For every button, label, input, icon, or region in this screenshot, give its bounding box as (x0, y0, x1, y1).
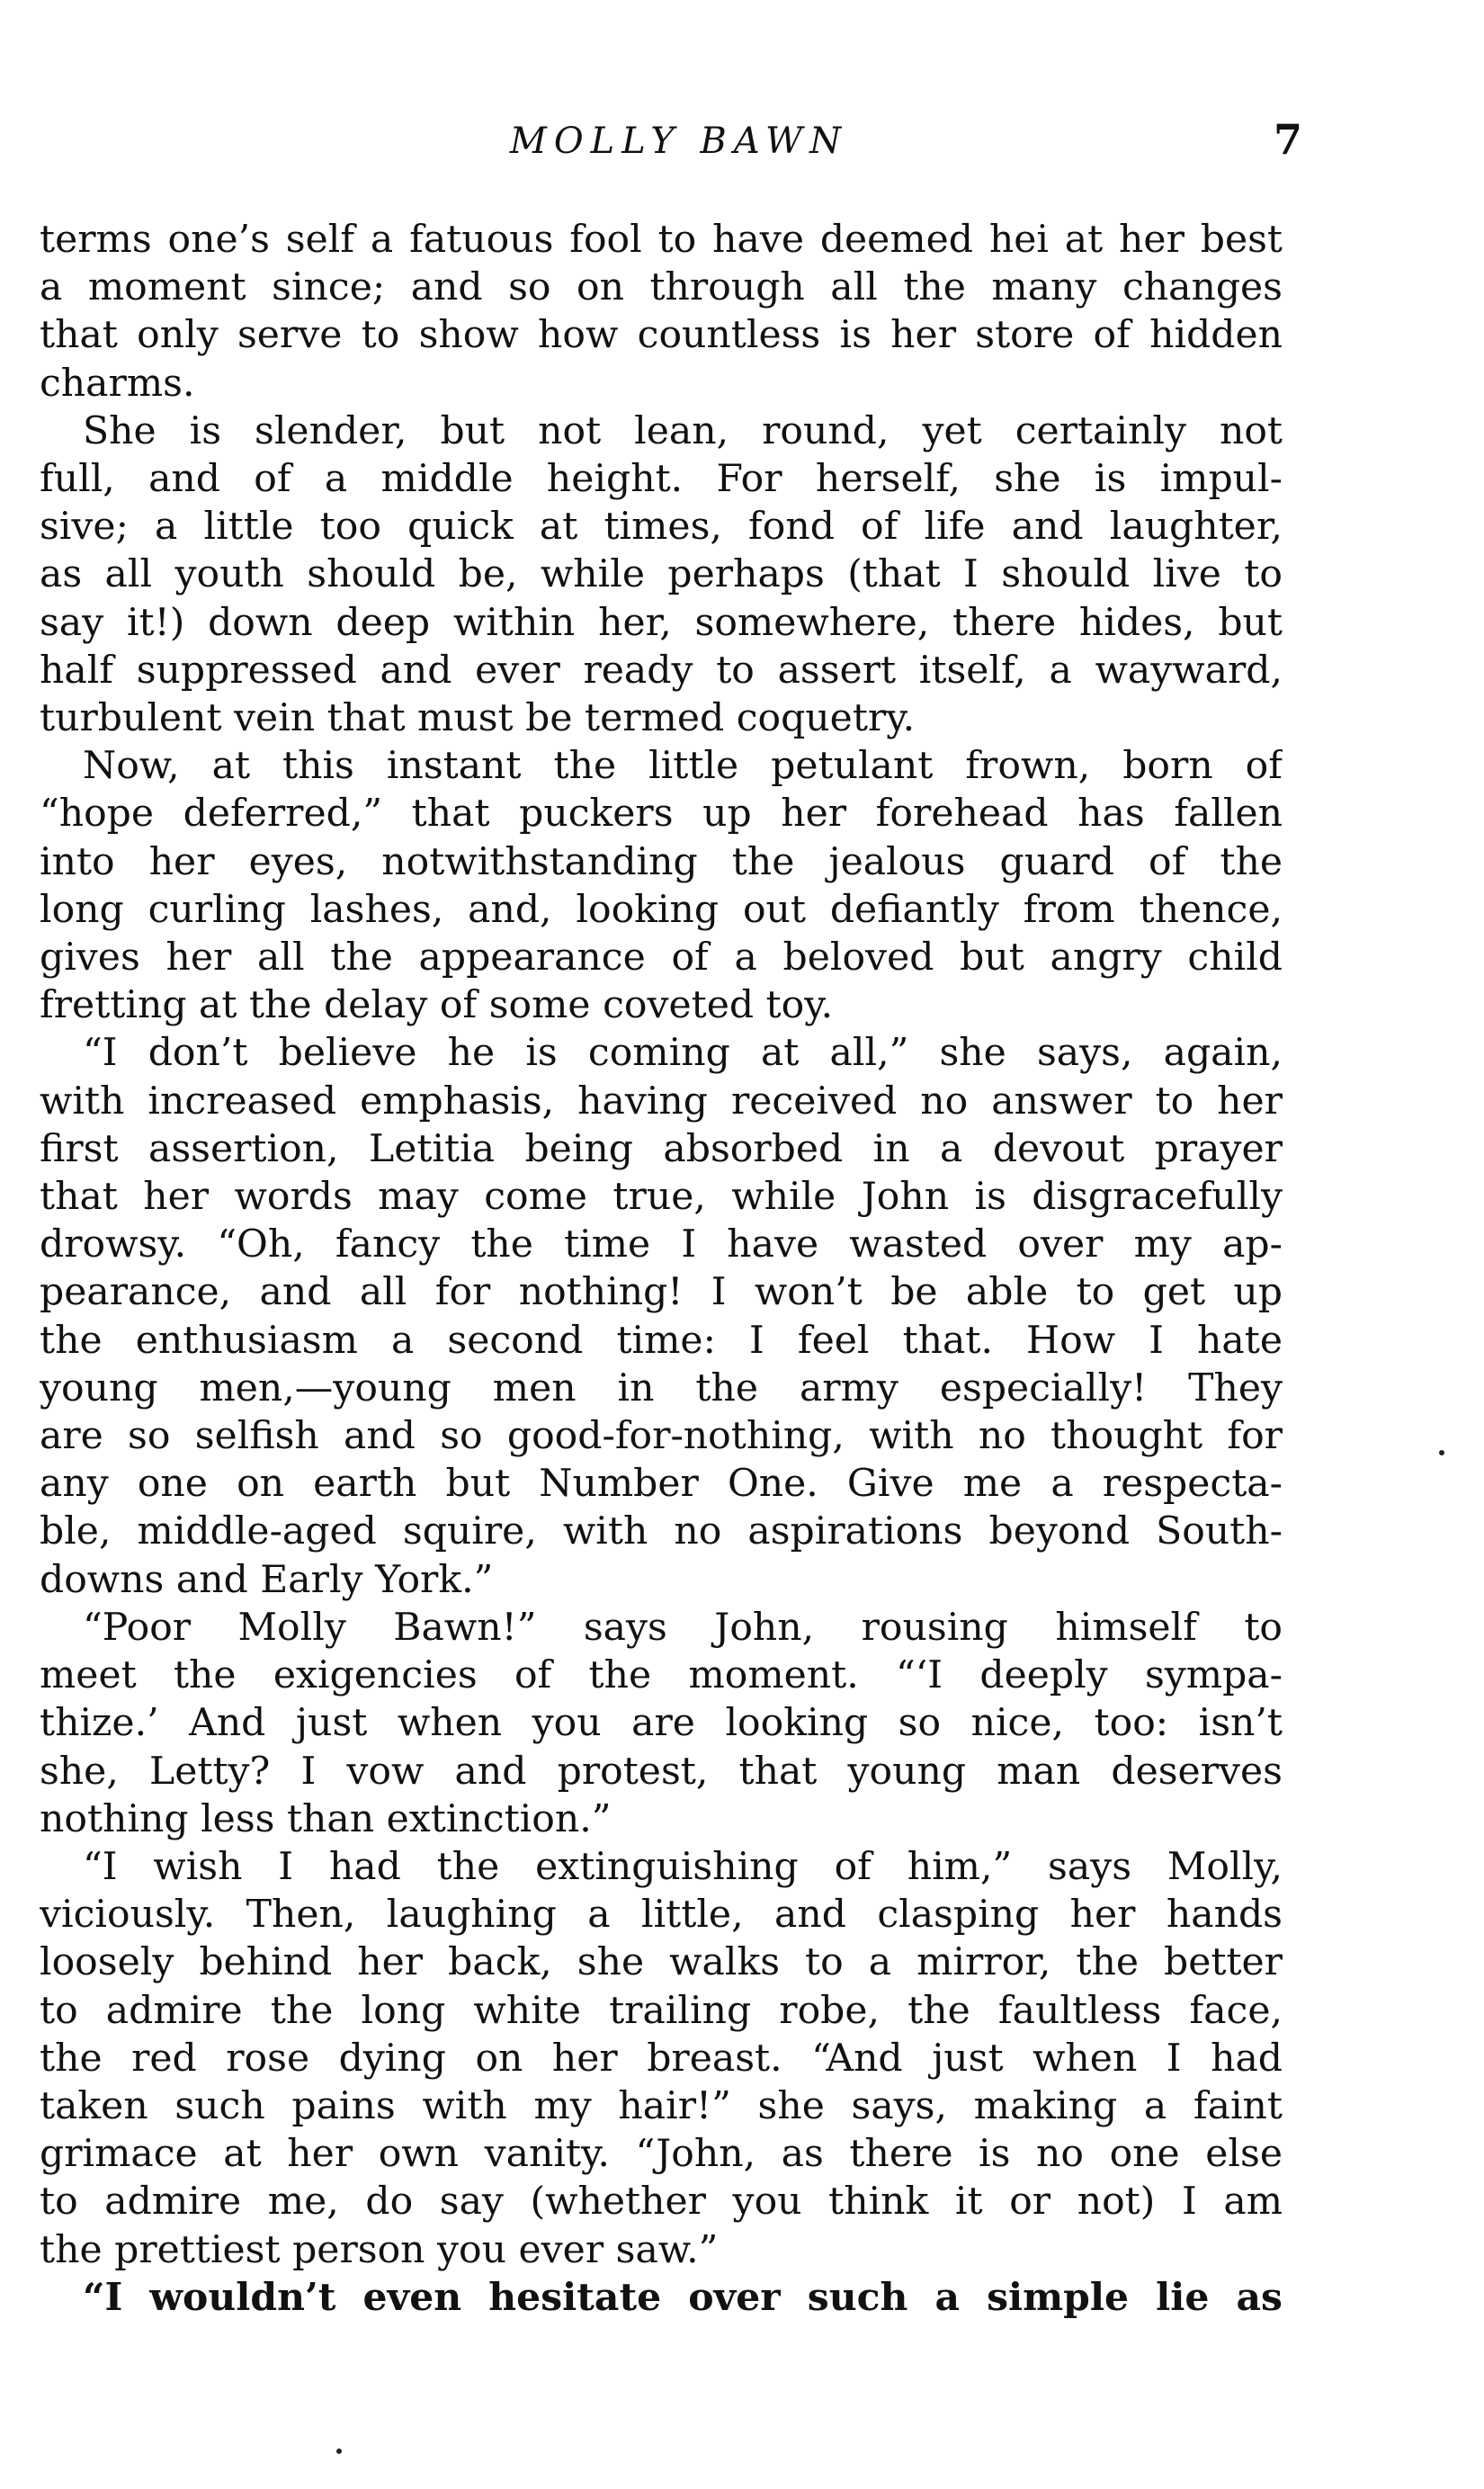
text-line: to admire the long white trailing robe, the faultless face, (40, 1988, 1283, 2033)
text-line: loosely behind her back, she walks to a mirror, the better (40, 1940, 1283, 1985)
text-line: “Poor Molly Bawn!” says John, rousing himself to (83, 1605, 1283, 1650)
text-line: She is slender, but not lean, round, yet certainly not (83, 408, 1283, 453)
text-line: first assertion, Letitia being absorbed in a devout prayer (40, 1126, 1283, 1171)
text-line: Now, at this instant the little petulant frown, born of (83, 744, 1283, 789)
text-line: sive; a little too quick at times, fond of life and laughter, (40, 505, 1283, 550)
text-line: “I don’t believe he is coming at all,” she says, again, (83, 1031, 1283, 1076)
text-line: the red rose dying on her breast. “And just when I had (40, 2036, 1283, 2081)
text-line: gives her all the appearance of a beloved but angry child (40, 936, 1283, 980)
text-line: meet the exigencies of the moment. “‘I deeply sympa- (40, 1653, 1283, 1698)
running-head (0, 115, 1484, 169)
text-line: young men,—young men in the army especially! They (40, 1365, 1283, 1410)
text-line: “hope deferred,” that puckers up her forehead has fallen (40, 792, 1283, 837)
page-number: 7 (1273, 115, 1302, 164)
text-line: to admire me, do say (whether you think it or not) I am (40, 2180, 1283, 2225)
text-line: “I wish I had the extinguishing of him,” says Molly, (83, 1844, 1283, 1889)
text-line: viciously. Then, laughing a little, and clasping her hands (40, 1893, 1283, 1938)
text-line: the enthusiasm a second time: I feel that. How I hate (40, 1318, 1283, 1363)
text-line: a moment since; and so on through all the many changes (40, 265, 1283, 310)
text-line: taken such pains with my hair!” she says, making a faint (40, 2083, 1283, 2128)
text-line: downs and Early York.” (40, 1557, 494, 1602)
text-line: “I wouldn’t even hesitate over such a simple lie as (83, 2274, 1283, 2320)
text-line: she, Letty? I vow and protest, that young man deserves (40, 1749, 1283, 1794)
text-line: turbulent vein that must be termed coquetry. (40, 696, 916, 741)
text-line: half suppressed and ever ready to assert itself, a wayward, (40, 648, 1283, 693)
text-line: into her eyes, notwithstanding the jealous guard of the (40, 839, 1283, 884)
text-line: any one on earth but Number One. Give me a respecta- (40, 1462, 1283, 1507)
text-line: with increased emphasis, having received no answer to her (40, 1079, 1283, 1124)
text-line: thize.’ And just when you are looking so nice, too: isn’t (40, 1701, 1283, 1746)
text-line: say it!) down deep within her, somewhere, there hides, but (40, 600, 1283, 645)
text-line: drowsy. “Oh, fancy the time I have wasted over my ap- (40, 1222, 1283, 1267)
text-line: that her words may come true, while John is disgracefully (40, 1175, 1283, 1220)
running-title: MOLLY BAWN (509, 121, 849, 162)
text-line: are so selfish and so good-for-nothing, with no thought for (40, 1414, 1283, 1459)
text-line: that only serve to show how countless is her store of hidden (40, 313, 1283, 358)
text-line: terms one’s self a fatuous fool to have deemed hei at her best (40, 218, 1283, 262)
text-line: ble, middle-aged squire, with no aspirations beyond South- (40, 1509, 1283, 1554)
text-line: pearance, and all for nothing! I won’t be able to get up (40, 1270, 1283, 1315)
body-text (40, 216, 1283, 2322)
text-line: grimace at her own vanity. “John, as there is no one else (40, 2132, 1283, 2177)
text-line: fretting at the delay of some coveted toy. (40, 983, 834, 1028)
text-line: full, and of a middle height. For herself, she is impul- (40, 457, 1283, 502)
text-line: as all youth should be, while perhaps (that I should live to (40, 552, 1283, 597)
ink-speck (336, 2449, 342, 2454)
text-line: long curling lashes, and, looking out defiantly from thence, (40, 887, 1283, 932)
text-line: the prettiest person you ever saw.” (40, 2227, 719, 2272)
ink-speck (1439, 1450, 1444, 1455)
text-line: charms. (40, 361, 195, 406)
text-line: nothing less than extinction.” (40, 1796, 612, 1841)
